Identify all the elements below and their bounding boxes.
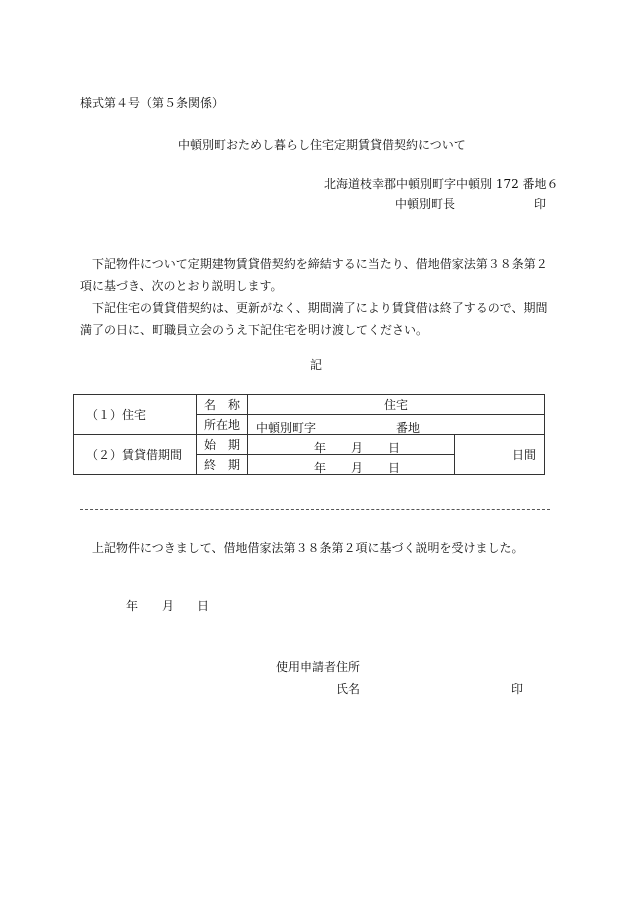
name-value: 住宅	[248, 395, 545, 415]
receipt-day: 日	[197, 599, 210, 613]
start-label: 始 期	[197, 435, 248, 455]
period-label: （２）賃貸借期間	[74, 435, 197, 475]
end-date	[248, 455, 455, 475]
page-title: 中頓別町おためし暮らし住宅定期賃貸借契約について	[178, 138, 466, 152]
name-label: 名 称	[197, 395, 248, 415]
housing-label: （１）住宅	[74, 395, 197, 435]
body-paragraph-2: 下記住宅の賃貸借契約は、更新がなく、期間満了により賃貸借は終了するので、期間満了の日に、町職員立会のうえ下記住宅を明け渡してください。	[80, 301, 548, 337]
days-unit: 日間	[455, 435, 545, 475]
receipt-month: 月	[162, 599, 175, 613]
start-date	[248, 435, 455, 455]
location-value	[248, 415, 545, 435]
issuer-mayor: 中頓別町長	[395, 197, 456, 211]
end-month: 月	[351, 461, 364, 475]
end-day: 日	[388, 461, 401, 475]
applicant-name-label: 氏名	[336, 682, 361, 696]
end-year: 年	[314, 461, 327, 475]
location-banchi: 番地	[396, 421, 421, 435]
applicant-seal: 印	[511, 682, 524, 696]
start-year: 年	[314, 441, 327, 455]
start-day: 日	[388, 441, 401, 455]
location-label: 所在地	[197, 415, 248, 435]
cut-line	[80, 509, 550, 510]
ki-heading: 記	[310, 358, 323, 372]
issuer-address: 北海道枝幸郡中頓別町字中頓別 172 番地６	[324, 177, 559, 191]
location-town: 中頓別町字	[256, 421, 317, 435]
start-month: 月	[351, 441, 364, 455]
end-label: 終 期	[197, 455, 248, 475]
form-number: 様式第４号（第５条関係）	[80, 96, 225, 110]
body-paragraph-1: 下記物件について定期建物賃貸借契約を締結するに当たり、借地借家法第３８条第２項に基づき、次のとおり説明します。	[80, 257, 548, 293]
property-table	[73, 394, 545, 475]
receipt-year: 年	[126, 599, 139, 613]
receipt-text: 上記物件につきまして、借地借家法第３８条第２項に基づく説明を受けました。	[92, 541, 524, 555]
issuer-seal: 印	[534, 197, 547, 211]
applicant-address-label: 使用申請者住所	[276, 660, 361, 674]
